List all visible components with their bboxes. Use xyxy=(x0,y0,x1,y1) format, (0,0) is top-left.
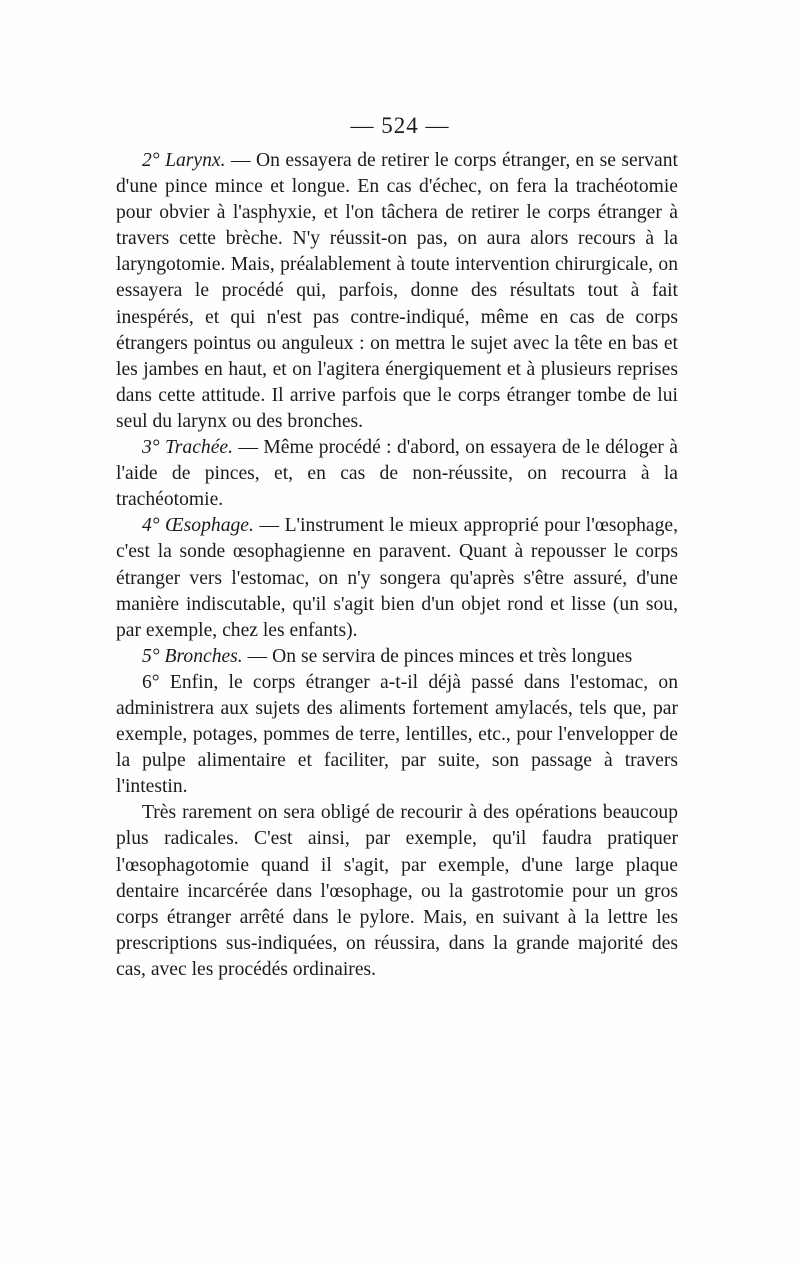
body-text xyxy=(116,148,678,983)
paragraph-oesophage xyxy=(116,513,678,643)
section-label-oesophage: 4° Œsophage. xyxy=(142,515,254,537)
section-label-larynx: 2° Larynx. xyxy=(142,150,226,171)
paragraph-text: — Même procédé : d'abord, on essayera de le déloger à l'aide de pinces, et, en cas de non-réussite, on recourra à la trachéotomie. xyxy=(116,437,678,511)
paragraph-larynx xyxy=(116,148,678,435)
page-number: — 524 — xyxy=(350,113,450,138)
paragraph-estomac xyxy=(116,670,678,800)
section-label-bronches: 5° Bronches. xyxy=(142,645,243,667)
paragraph-text: — L'instrument le mieux approprié pour l'œsophage, c'est la sonde œsophagienne en paravent. Quant à repousser le corps étranger vers l'estomac, on n'y songera qu'après s'être assuré, d'une manière indiscutable, qu'il s'agit bien d'un objet rond et lisse (un sou, par exemple, chez les enfants). xyxy=(116,515,678,641)
paragraph-text: 6° Enfin, le corps étranger a-t-il déjà passé dans l'estomac, on administrera aux sujets des aliments fortement amylacés, tels que, par exemple, potages, pommes de terre, lentilles, etc., pour l'envelopper de la pulpe alimentaire et faciliter, par suite, son passage à travers l'intestin. xyxy=(116,671,678,798)
section-label-trachee: 3° Trachée. xyxy=(142,437,234,459)
paragraph-bronches xyxy=(116,644,678,670)
paragraph-conclusion xyxy=(116,800,678,983)
paragraph-text: — On essayera de retirer le corps étranger, en se servant d'une pince mince et longue. En cas d'échec, on fera la trachéotomie pour obvier à l'asphyxie, et l'on tâchera de retirer le corps étranger à travers cette brèche. N'y réussit-on pas, on aura alors recours à la laryngotomie. Mais, préalablement à toute intervention chirurgicale, on essayera le procédé qui, parfois, donne des résultats tout à fait inespérés, et qui n'est pas contre-indiqué, même en cas de corps étrangers pointus ou anguleux : on mettra le sujet avec la tête en bas et les jambes en haut, et on l'agitera énergiquement et à plusieurs reprises dans cette attitude. Il arrive parfois que le corps étranger tombe de lui seul du larynx ou des bronches. xyxy=(116,150,678,432)
paragraph-text: Très rarement on sera obligé de recourir à des opérations beaucoup plus radicales. C'est ainsi, par exemple, qu'il faudra pratiquer l'œsophagotomie quand il s'agit, par exemple, d'une large plaque dentaire incarcérée dans l'œsophage, ou la gastrotomie pour un gros corps étranger arrêté dans le pylore. Mais, en suivant à la lettre les prescriptions sus-indiquées, on réussira, dans la grande majorité des cas, avec les procédés ordinaires. xyxy=(116,802,678,980)
paragraph-text: — On se servira de pinces minces et très longues xyxy=(242,645,633,667)
paragraph-trachee xyxy=(116,435,678,513)
